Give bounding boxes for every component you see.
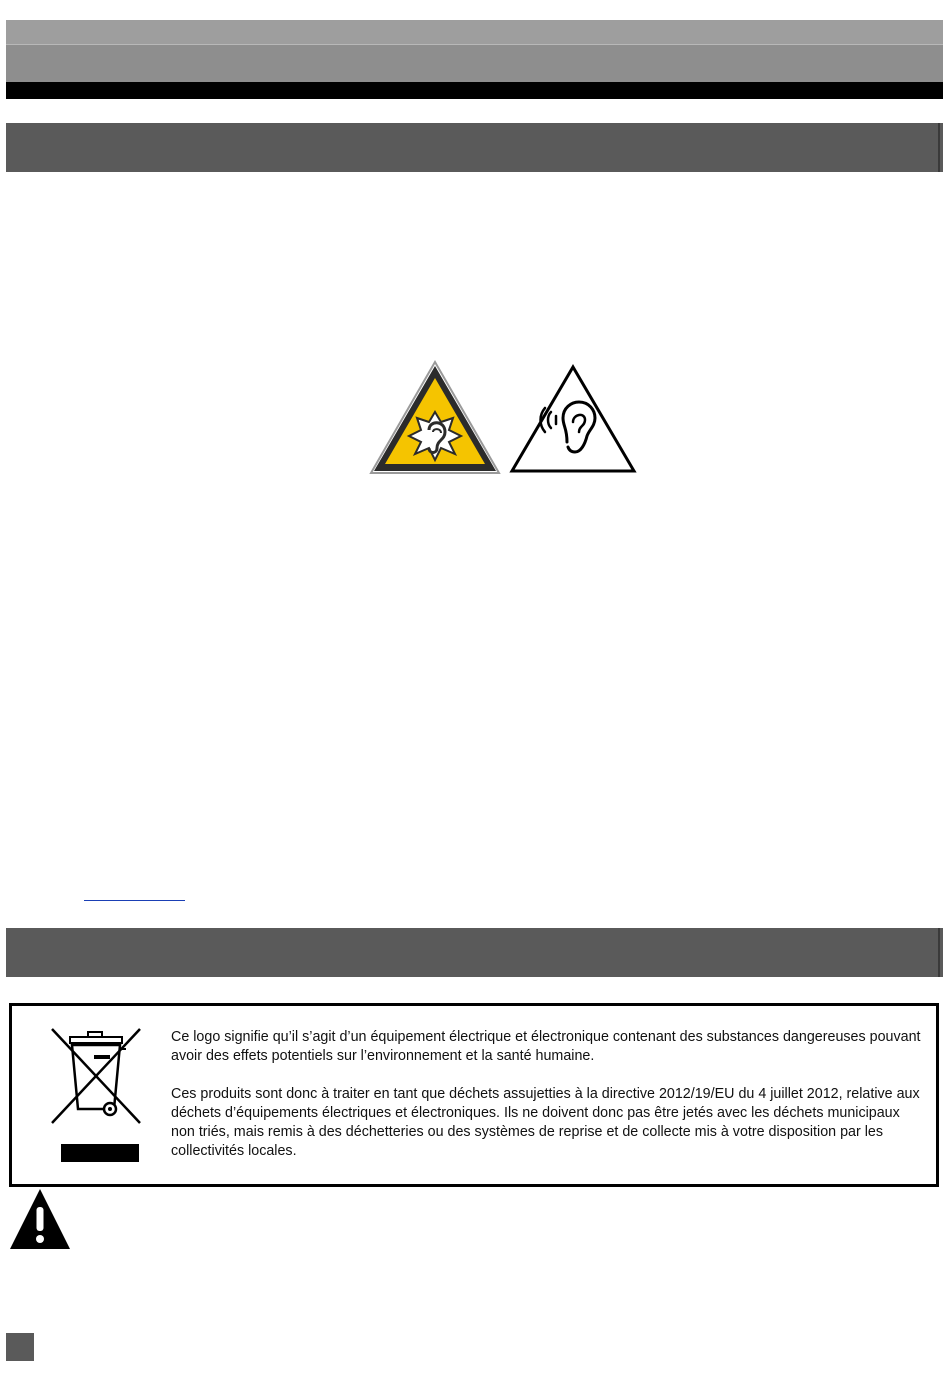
header-bar-middle — [6, 44, 943, 83]
section-header-bar-1 — [6, 123, 943, 172]
header-bar-black — [6, 82, 943, 99]
exclamation-warning-icon — [8, 1187, 72, 1251]
weee-notice-box — [9, 1003, 939, 1187]
loud-noise-warning-icon — [369, 360, 501, 476]
page-number-marker — [6, 1333, 34, 1361]
weee-paragraph-2: Ces produits sont donc à traiter en tant que déchets assujetties à la directive 2012/19/EU du 4 juillet 2012, relative aux déchets d’équipements électriques et électroniques. Ils ne doivent donc pas être jetés avec les déchets municipaux non triés, mais remis à des déchetteries ou des systèmes de reprise et de collecte mis à votre disposition par les collectivités locales. — [171, 1086, 920, 1159]
hearing-protection-icon — [509, 364, 637, 474]
crossed-out-wheelie-bin-icon — [48, 1027, 144, 1163]
section-bar-edge — [938, 928, 940, 977]
weee-notice-text — [171, 1028, 921, 1180]
section-header-bar-2 — [6, 928, 943, 977]
weee-paragraph-1: Ce logo signifie qu’il s’agit d’un équipement électrique et électronique contenant des substances dangereuses pouvant avoir des effets potentiels sur l’environnement et la santé humaine. — [171, 1029, 921, 1064]
link-underline[interactable] — [84, 900, 185, 901]
header-bar-top — [6, 20, 943, 44]
section-bar-edge — [938, 123, 940, 172]
